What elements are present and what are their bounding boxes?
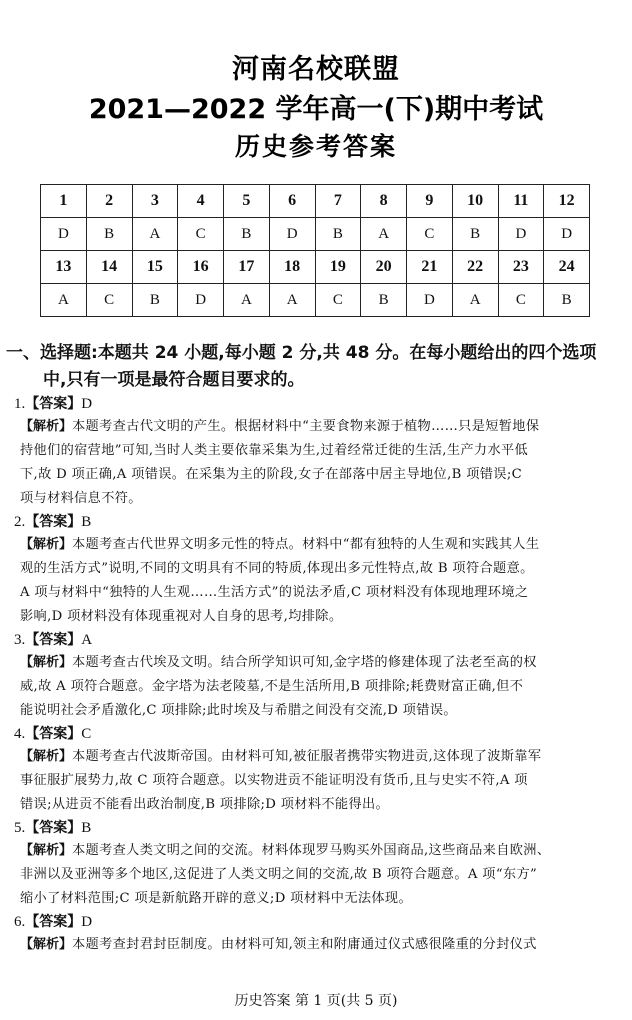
section-heading [6,340,622,394]
answer-letter-cell: A [452,284,498,317]
explanation-line [0,863,632,887]
answer-value: C [81,726,92,742]
explanation-text: 本题考查古代文明的产生。根据材料中“主要食物来源于植物……只是短暂地保 [72,419,540,434]
question-number-cell: 7 [315,185,361,218]
explanation-text: 本题考查古代波斯帝国。由材料可知,被征服者携带实物进贡,这体现了波斯靠军 [72,749,542,764]
explanation-line [0,793,632,817]
explanation-text: 影响,D 项材料没有体现重视对人自身的思考,均排除。 [20,609,343,624]
answer-key-title: 历史参考答案 [234,132,397,161]
explanation-line [0,557,632,581]
question-number: 2. [14,514,26,530]
answer-letter-cell: A [361,218,407,251]
explanation-text: 本题考查人类文明之间的交流。材料体现罗马购买外国商品,这些商品来自欧洲、 [72,843,551,858]
explanation-line [0,651,632,675]
answer-letter-row [41,284,590,317]
explanation-line [0,887,632,911]
answer-label: 【答案】 [25,914,82,930]
answer-letter-row [41,218,590,251]
explanation-line [0,415,632,439]
question-number-cell: 19 [315,251,361,284]
answer-letter-cell: B [315,218,361,251]
answer-line [0,629,632,651]
question-number: 6. [14,914,26,930]
explanation-text: 非洲以及亚洲等多个地区,这促进了人类文明之间的交流,故 B 项符合题意。A 项“东方” [20,867,538,882]
answer-letter-cell: D [178,284,224,317]
analysis-label: 【解析】 [20,419,73,434]
question-number-cell: 22 [452,251,498,284]
explanation-text: 观的生活方式”说明,不同的文明具有不同的特质,体现出多元性特点,故 B 项符合题意。 [20,561,534,576]
explanation-text: 项与材料信息不符。 [20,491,142,506]
answer-value: B [81,514,92,530]
explanation-text: 持他们的宿营地”可知,当时人类主要依靠采集为生,过着经常迁徙的生活,生产力水平低 [20,443,529,458]
explanation-text: 本题考查古代埃及文明。结合所学知识可知,金字塔的修建体现了法老至高的权 [72,655,537,670]
question-number-cell: 24 [544,251,590,284]
answer-letter-cell: B [86,218,132,251]
question-number-cell: 23 [498,251,544,284]
question-number-cell: 12 [544,185,590,218]
question-number-cell: 3 [132,185,178,218]
question-number-cell: 20 [361,251,407,284]
explanation-text: 事征服扩展势力,故 C 项符合题意。以实物进贡不能证明没有货币,且与史实不符,A 项 [20,773,528,788]
question-number-cell: 15 [132,251,178,284]
answer-table [40,184,590,317]
explanation-text: 下,故 D 项正确,A 项错误。在采集为主的阶段,女子在部落中居主导地位,B 项错误;C [20,467,523,482]
explanation-line [0,675,632,699]
answer-label: 【答案】 [25,514,82,530]
analysis-label: 【解析】 [20,937,73,952]
explanation-line [0,605,632,629]
question-number: 4. [14,726,26,742]
question-number-cell: 1 [41,185,87,218]
answer-letter-cell: C [178,218,224,251]
explanation-line [0,933,632,957]
analysis-label: 【解析】 [20,843,73,858]
explanation-line [0,533,632,557]
analysis-label: 【解析】 [20,749,73,764]
explanation-line [0,581,632,605]
exam-title: 2021—2022 学年高一(下)期中考试 [88,94,544,125]
explanation-line [0,439,632,463]
answer-value: A [81,632,93,648]
answer-letter-cell: B [224,218,270,251]
explanation-line [0,745,632,769]
section-heading-line: 一、选择题:本题共 24 小题,每小题 2 分,共 48 分。在每小题给出的四个选项 [6,343,597,363]
answer-value: B [81,820,92,836]
answer-letter-cell: D [498,218,544,251]
question-number-row [41,185,590,218]
question-number-cell: 18 [269,251,315,284]
explanation-line [0,699,632,723]
question-number-cell: 21 [407,251,453,284]
answer-line [0,393,632,415]
explanation-line [0,839,632,863]
question-number-cell: 6 [269,185,315,218]
answer-letter-cell: C [315,284,361,317]
analysis-label: 【解析】 [20,537,73,552]
question-number: 1. [14,396,26,412]
answer-value: D [81,396,93,412]
answer-letter-cell: B [361,284,407,317]
question-number-cell: 17 [224,251,270,284]
question-number-cell: 4 [178,185,224,218]
answer-letter-cell: A [269,284,315,317]
answer-line [0,511,632,533]
explanation-text: 威,故 A 项符合题意。金字塔为法老陵墓,不是生活所用,B 项排除;耗费财富正确,但不 [20,679,524,694]
question-number-cell: 14 [86,251,132,284]
answer-letter-cell: A [132,218,178,251]
answer-value: D [81,914,93,930]
answer-line [0,723,632,745]
question-number-cell: 9 [407,185,453,218]
explanations [0,393,632,957]
analysis-label: 【解析】 [20,655,73,670]
explanation-text: 本题考查古代世界文明多元性的特点。材料中“都有独特的人生观和实践其人生 [72,537,540,552]
explanation-line [0,463,632,487]
explanation-text: 本题考查封君封臣制度。由材料可知,领主和附庸通过仪式感很隆重的分封仪式 [72,937,537,952]
answer-label: 【答案】 [25,820,82,836]
question-number-cell: 16 [178,251,224,284]
answer-letter-cell: B [132,284,178,317]
explanation-text: 错误;从进贡不能看出政治制度,B 项排除;D 项材料不能得出。 [20,797,390,812]
answer-letter-cell: C [86,284,132,317]
section-heading-line: 中,只有一项是最符合题目要求的。 [43,370,305,390]
answer-line [0,817,632,839]
page-footer: 历史答案 第 1 页(共 5 页) [234,993,398,1009]
question-number-cell: 10 [452,185,498,218]
answer-label: 【答案】 [25,396,82,412]
answer-letter-cell: C [407,218,453,251]
answer-letter-cell: A [224,284,270,317]
answer-letter-cell: C [498,284,544,317]
answer-label: 【答案】 [25,726,82,742]
question-number-cell: 11 [498,185,544,218]
explanation-text: A 项与材料中“独特的人生观……生活方式”的说法矛盾,C 项材料没有体现地理环境之 [20,585,529,600]
answer-letter-cell: B [544,284,590,317]
question-number: 5. [14,820,26,836]
answer-letter-cell: D [544,218,590,251]
answer-letter-cell: B [452,218,498,251]
explanation-text: 能说明社会矛盾激化,C 项排除;此时埃及与希腊之间没有交流,D 项错误。 [20,703,457,718]
answer-letter-cell: D [269,218,315,251]
question-number: 3. [14,632,26,648]
answer-label: 【答案】 [25,632,82,648]
explanation-line [0,769,632,793]
question-number-cell: 13 [41,251,87,284]
school-alliance-title: 河南名校联盟 [232,54,400,85]
answer-letter-cell: D [407,284,453,317]
question-number-cell: 8 [361,185,407,218]
answer-letter-cell: D [41,218,87,251]
explanation-line [0,487,632,511]
question-number-cell: 5 [224,185,270,218]
question-number-row [41,251,590,284]
explanation-text: 缩小了材料范围;C 项是新航路开辟的意义;D 项材料中无法体现。 [20,891,413,906]
answer-line [0,911,632,933]
question-number-cell: 2 [86,185,132,218]
answer-letter-cell: A [41,284,87,317]
